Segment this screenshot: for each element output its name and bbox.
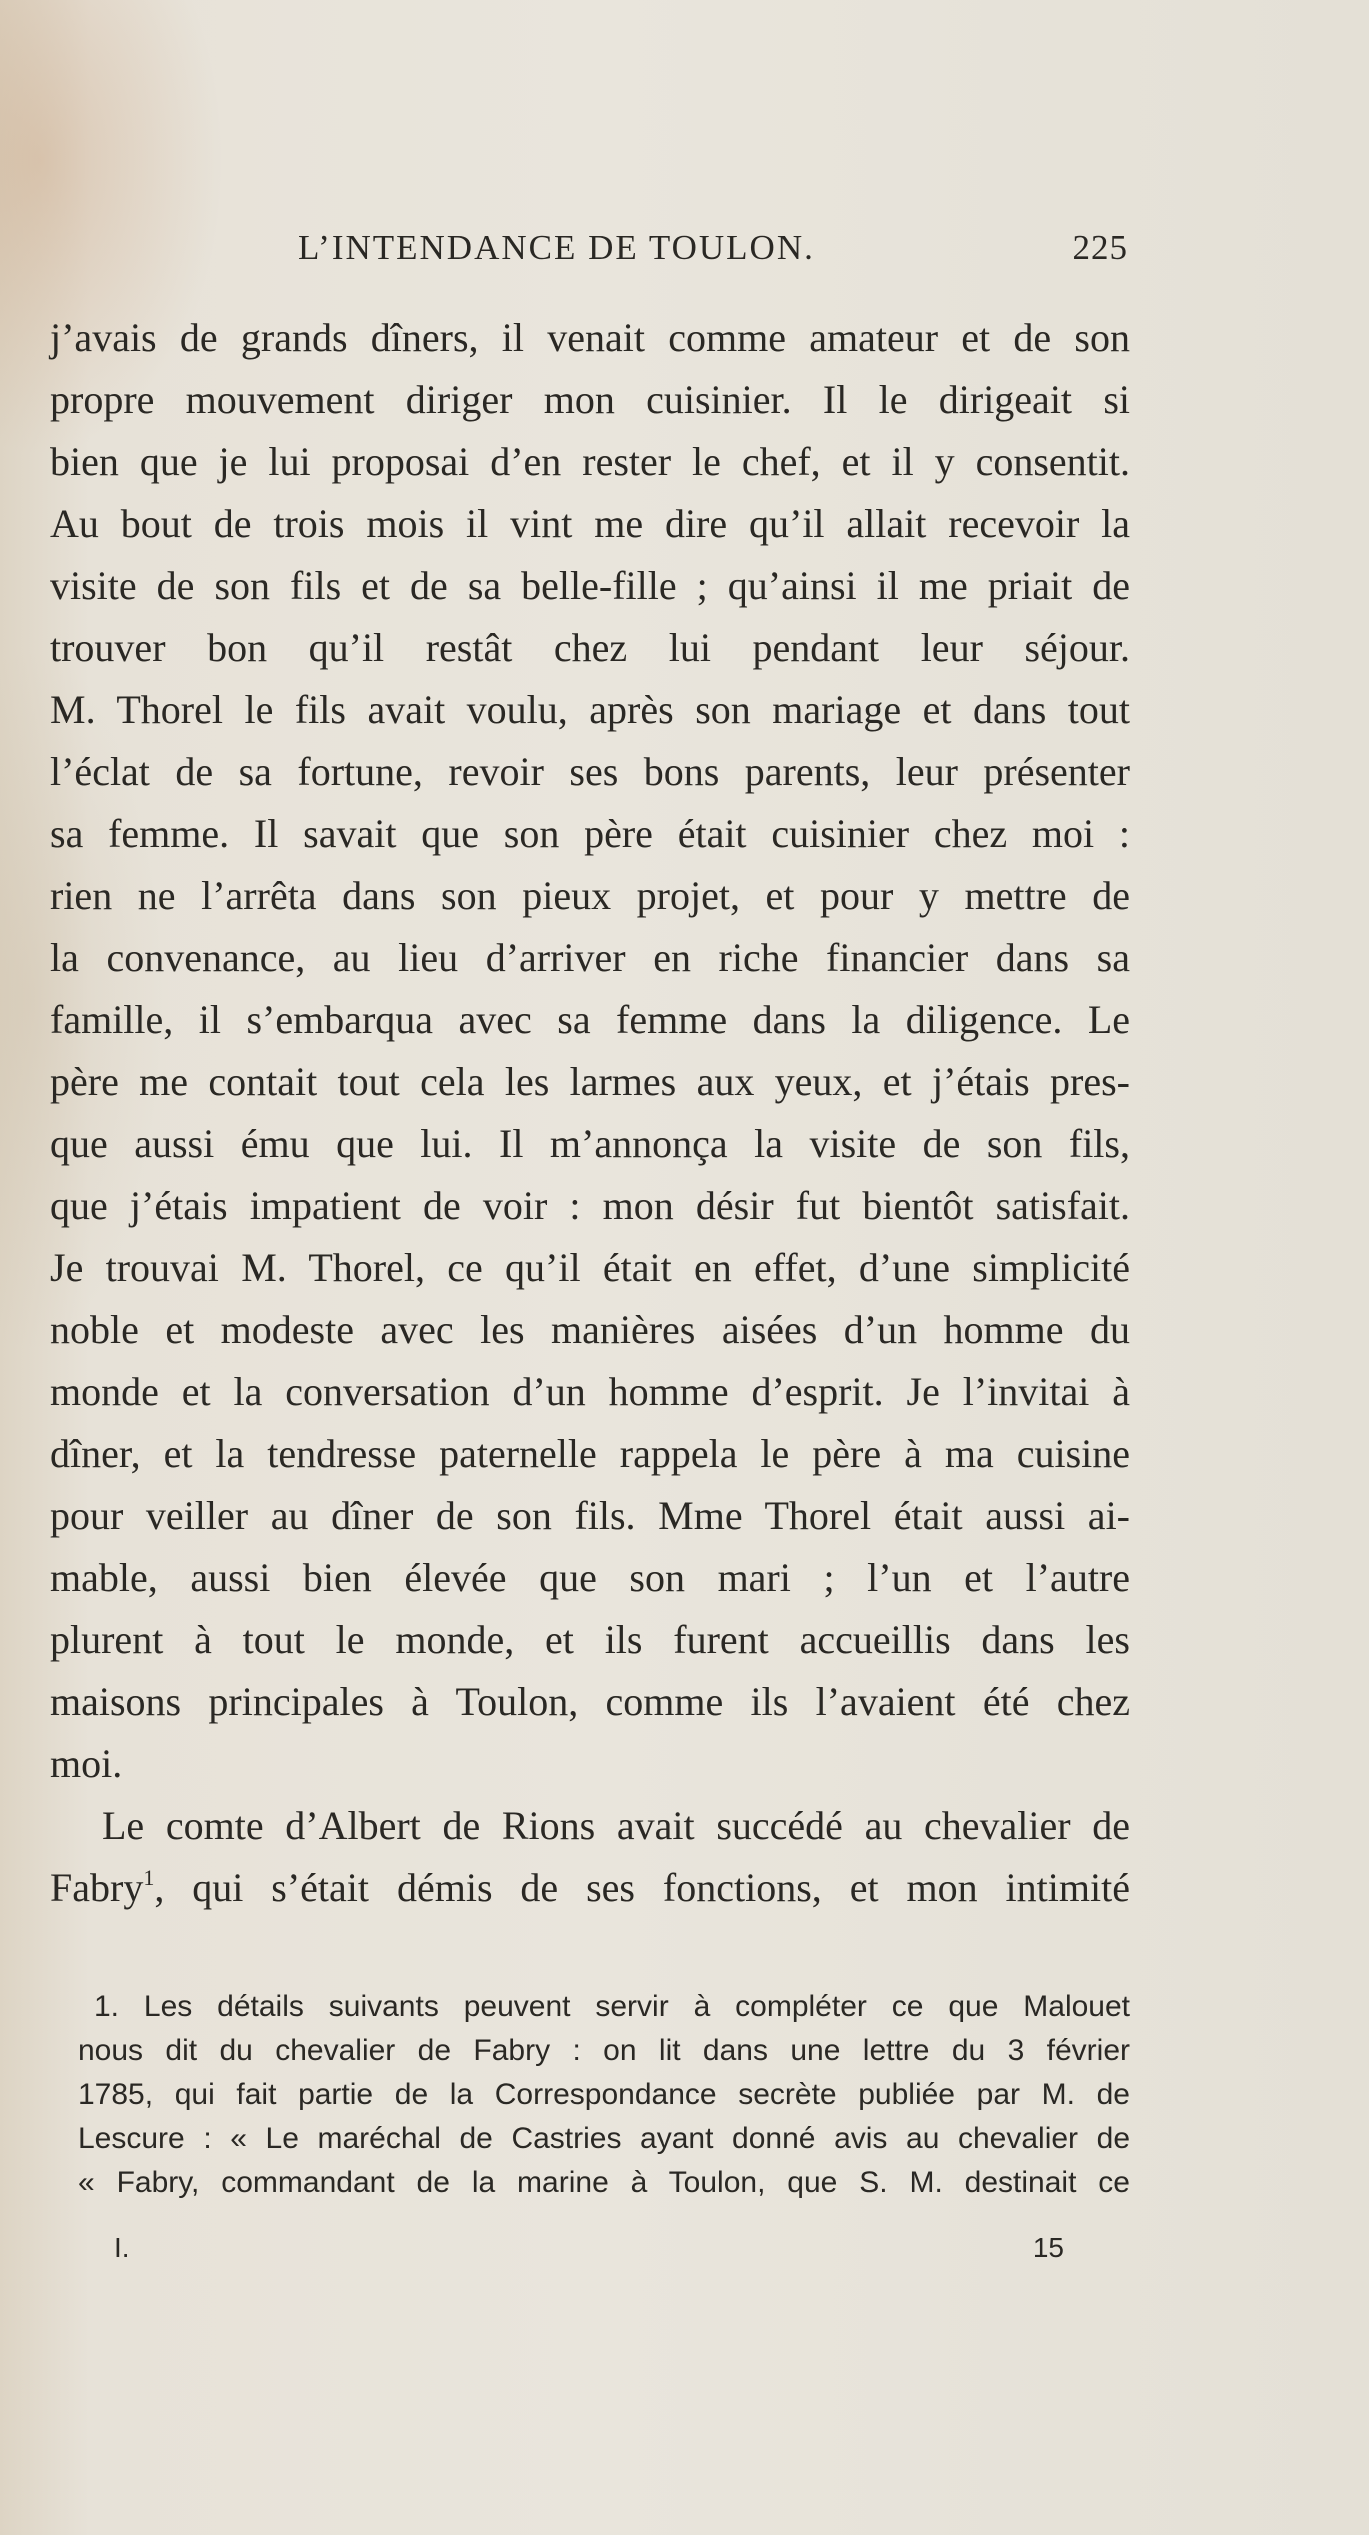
page-number: 225 (1072, 228, 1128, 267)
text-line: moi. (50, 1741, 123, 1786)
text-line-with-footnote (50, 1857, 1130, 1919)
text-line: trouver bon qu’il restât chez lui pendant leur séjour. (50, 625, 1130, 670)
text-line: pour veiller au dîner de son fils. Mme Thorel était aussi ai- (50, 1493, 1130, 1538)
text-line: maisons principales à Toulon, comme ils l’avaient été chez (50, 1679, 1130, 1724)
text-line: l’éclat de sa fortune, revoir ses bons parents, leur présenter (50, 749, 1130, 794)
printer-signature (114, 2232, 1064, 2276)
footnote-line: « Fabry, commandant de la marine à Toulon, que S. M. destinait ce (78, 2166, 1130, 2199)
running-head (298, 228, 1128, 276)
body-text (50, 307, 1130, 1919)
footnote-line: nous dit du chevalier de Fabry : on lit dans une lettre du 3 février (78, 2034, 1130, 2067)
text-line: Je trouvai M. Thorel, ce qu’il était en effet, d’une simplicité (50, 1245, 1130, 1290)
sheet-number: 15 (1032, 2232, 1064, 2263)
text-line: visite de son fils et de sa belle-fille ; qu’ainsi il me priait de (50, 563, 1130, 608)
text-fragment: Fabry (50, 1865, 144, 1910)
text-line: Au bout de trois mois il vint me dire qu’il allait recevoir la (50, 501, 1130, 546)
text-fragment: , qui s’était démis de ses fonctions, et mon intimité (154, 1865, 1130, 1910)
running-title: L’INTENDANCE DE TOULON. (298, 228, 815, 267)
volume-mark: I. (114, 2232, 130, 2263)
text-line: j’avais de grands dîners, il venait comme amateur et de son (50, 315, 1130, 360)
footnote-line: 1. Les détails suivants peuvent servir à compléter ce que Malouet (94, 1990, 1130, 2023)
text-line: M. Thorel le fils avait voulu, après son mariage et dans tout (50, 687, 1130, 732)
text-line: rien ne l’arrêta dans son pieux projet, et pour y mettre de (50, 873, 1130, 918)
text-line: plurent à tout le monde, et ils furent accueillis dans les (50, 1617, 1130, 1662)
text-line: noble et modeste avec les manières aisées d’un homme du (50, 1307, 1130, 1352)
text-line: que aussi ému que lui. Il m’annonça la visite de son fils, (50, 1121, 1130, 1166)
text-line: père me contait tout cela les larmes aux yeux, et j’étais pres- (50, 1059, 1130, 1104)
text-line: que j’étais impatient de voir : mon désir fut bientôt satisfait. (50, 1183, 1130, 1228)
text-line: mable, aussi bien élevée que son mari ; l’un et l’autre (50, 1555, 1130, 1600)
text-line: dîner, et la tendresse paternelle rappela le père à ma cuisine (50, 1431, 1130, 1476)
text-line: propre mouvement diriger mon cuisinier. Il le dirigeait si (50, 377, 1130, 422)
footnote-line: 1785, qui fait partie de la Correspondance secrète publiée par M. de (78, 2078, 1130, 2111)
text-line: monde et la conversation d’un homme d’esprit. Je l’invitai à (50, 1369, 1130, 1414)
footnote-line: Lescure : « Le maréchal de Castries ayant donné avis au chevalier de (78, 2122, 1130, 2155)
text-line: bien que je lui proposai d’en rester le chef, et il y consentit. (50, 439, 1130, 484)
text-line: Le comte d’Albert de Rions avait succédé au chevalier de (102, 1803, 1130, 1848)
footnote-marker: 1 (143, 1865, 155, 1890)
text-line: famille, il s’embarqua avec sa femme dans la diligence. Le (50, 997, 1130, 1042)
text-line: la convenance, au lieu d’arriver en riche financier dans sa (50, 935, 1130, 980)
text-line: sa femme. Il savait que son père était cuisinier chez moi : (50, 811, 1130, 856)
footnotes (78, 1985, 1130, 2205)
